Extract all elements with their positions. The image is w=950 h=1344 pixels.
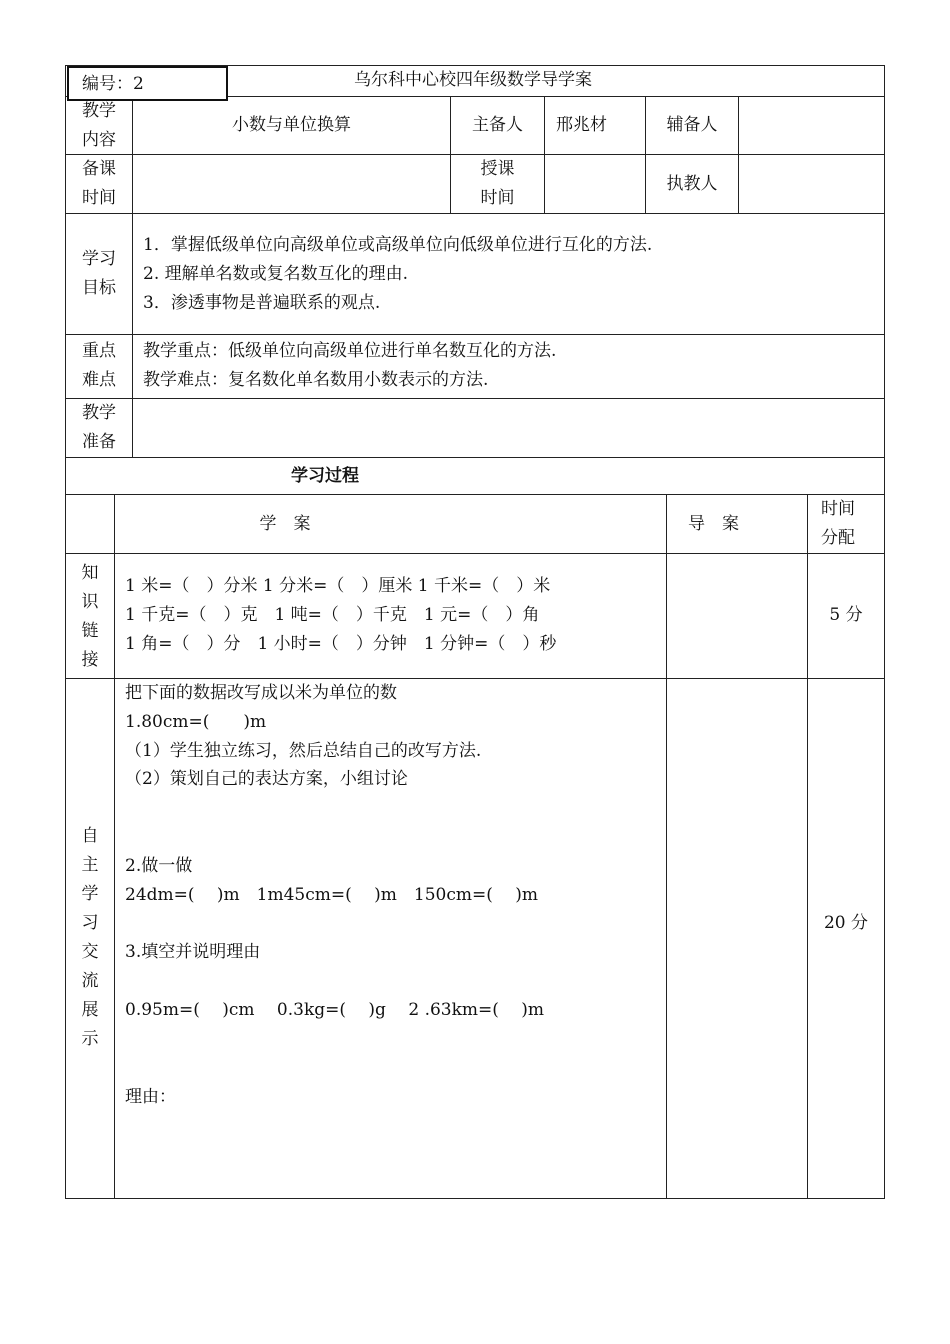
grid-line bbox=[65, 494, 885, 495]
knowledge-line: 1 角=（ ）分 1 小时=（ ）分钟 1 分钟=（ ）秒 bbox=[125, 634, 557, 654]
teach-time-label-line2: 时间 bbox=[480, 188, 515, 208]
goal-item: 2. 理解单名数或复名数互化的理由. bbox=[143, 264, 409, 284]
main-preparer-value: 邢兆材 bbox=[556, 115, 607, 135]
grid-line bbox=[132, 96, 133, 457]
self-study-label bbox=[66, 822, 114, 1054]
self-study-label-char: 学 bbox=[81, 884, 99, 904]
grid-line bbox=[544, 96, 545, 213]
time-allocation-header bbox=[808, 495, 868, 553]
document-number: 编号：2 bbox=[82, 74, 144, 94]
assist-preparer-label: 辅备人 bbox=[666, 115, 718, 135]
grid-line bbox=[65, 213, 885, 214]
grid-line bbox=[65, 334, 885, 335]
self-study-line: 理由： bbox=[125, 1087, 176, 1107]
knowledge-label-char: 识 bbox=[81, 592, 99, 612]
self-study-line: 24dm=( )m 1m45cm=( )m 150cm=( )m bbox=[125, 885, 539, 905]
teach-time-label-line1: 授课 bbox=[480, 159, 515, 179]
knowledge-line: 1 米=（ ）分米 1 分米=（ ）厘米 1 千米=（ ）米 bbox=[125, 576, 551, 596]
key-point-item: 教学难点：复名数化单名数用小数表示的方法. bbox=[143, 370, 489, 390]
key-points-label-line1: 重点 bbox=[82, 341, 116, 361]
key-points-label-line2: 难点 bbox=[82, 370, 116, 390]
preparation-label-line1: 教学 bbox=[82, 403, 116, 423]
preparation-label-line2: 准备 bbox=[82, 432, 116, 452]
self-study-line: 3.填空并说明理由 bbox=[125, 942, 261, 962]
goals-label-line1: 学习 bbox=[82, 249, 116, 269]
grid-line bbox=[65, 553, 885, 554]
knowledge-label-char: 知 bbox=[81, 563, 99, 583]
content-value: 小数与单位换算 bbox=[232, 115, 351, 135]
knowledge-time: 5 分 bbox=[829, 605, 863, 625]
grid-line bbox=[666, 494, 667, 1198]
prep-time-label bbox=[66, 155, 132, 213]
goals-label-line2: 目标 bbox=[82, 278, 116, 298]
self-study-line: 1.80cm=( )m bbox=[125, 712, 267, 732]
content-label-line1: 教学 bbox=[82, 101, 116, 121]
content-label bbox=[66, 97, 132, 155]
teacher-label: 执教人 bbox=[666, 174, 718, 194]
teach-time-label bbox=[451, 155, 544, 213]
knowledge-label-char: 链 bbox=[81, 621, 99, 641]
content-label-line2: 内容 bbox=[82, 130, 116, 150]
grid-line bbox=[807, 494, 808, 1198]
self-study-line: （2）策划自己的表达方案，小组讨论 bbox=[125, 769, 408, 789]
goals-list bbox=[143, 231, 652, 318]
goals-label bbox=[66, 245, 132, 303]
self-study-line: （1）学生独立练习，然后总结自己的改写方法. bbox=[125, 741, 482, 761]
self-study-label-char: 示 bbox=[81, 1029, 99, 1049]
prep-time-label-line1: 备课 bbox=[82, 159, 116, 179]
main-preparer-label: 主备人 bbox=[472, 115, 523, 135]
key-point-item: 教学重点：低级单位向高级单位进行单名数互化的方法. bbox=[143, 341, 557, 361]
guide-plan-header: 导 案 bbox=[688, 514, 739, 534]
key-points-label bbox=[66, 337, 132, 395]
goal-item: 1．掌握低级单位向高级单位或高级单位向低级单位进行互化的方法. bbox=[143, 235, 653, 255]
grid-line bbox=[884, 65, 885, 1198]
self-study-label-char: 自 bbox=[81, 826, 99, 846]
self-study-label-char: 习 bbox=[81, 913, 99, 933]
self-study-line: 0.95m=( )cm 0.3kg=( )g 2 .63km=( )m bbox=[125, 1000, 545, 1020]
document-number-box bbox=[67, 66, 228, 101]
self-study-line: 2.做一做 bbox=[125, 856, 193, 876]
grid-line bbox=[65, 1198, 885, 1199]
knowledge-label-char: 接 bbox=[81, 650, 99, 670]
time-header-line2: 分配 bbox=[821, 528, 855, 548]
grid-line bbox=[738, 96, 739, 213]
knowledge-list bbox=[125, 572, 556, 659]
self-study-line: 把下面的数据改写成以米为单位的数 bbox=[125, 683, 397, 703]
grid-line bbox=[65, 457, 885, 458]
study-plan-header: 学 案 bbox=[259, 514, 311, 534]
grid-line bbox=[65, 398, 885, 399]
self-study-label-char: 流 bbox=[81, 971, 99, 991]
key-points-list bbox=[143, 337, 556, 395]
preparation-label bbox=[66, 399, 132, 457]
time-header-line1: 时间 bbox=[821, 499, 855, 519]
prep-time-label-line2: 时间 bbox=[82, 188, 116, 208]
self-study-label-char: 交 bbox=[81, 942, 99, 962]
knowledge-label bbox=[66, 559, 114, 675]
self-study-label-char: 主 bbox=[81, 855, 99, 875]
self-study-label-char: 展 bbox=[81, 1000, 99, 1020]
process-title: 学习过程 bbox=[291, 466, 359, 486]
knowledge-line: 1 千克=（ ）克 1 吨=（ ）千克 1 元=（ ）角 bbox=[125, 605, 540, 625]
goal-item: 3．渗透事物是普遍联系的观点. bbox=[143, 293, 381, 313]
grid-line bbox=[114, 494, 115, 1198]
self-study-time: 20 分 bbox=[823, 913, 869, 933]
document-title: 乌尔科中心校四年级数学导学案 bbox=[354, 70, 592, 90]
